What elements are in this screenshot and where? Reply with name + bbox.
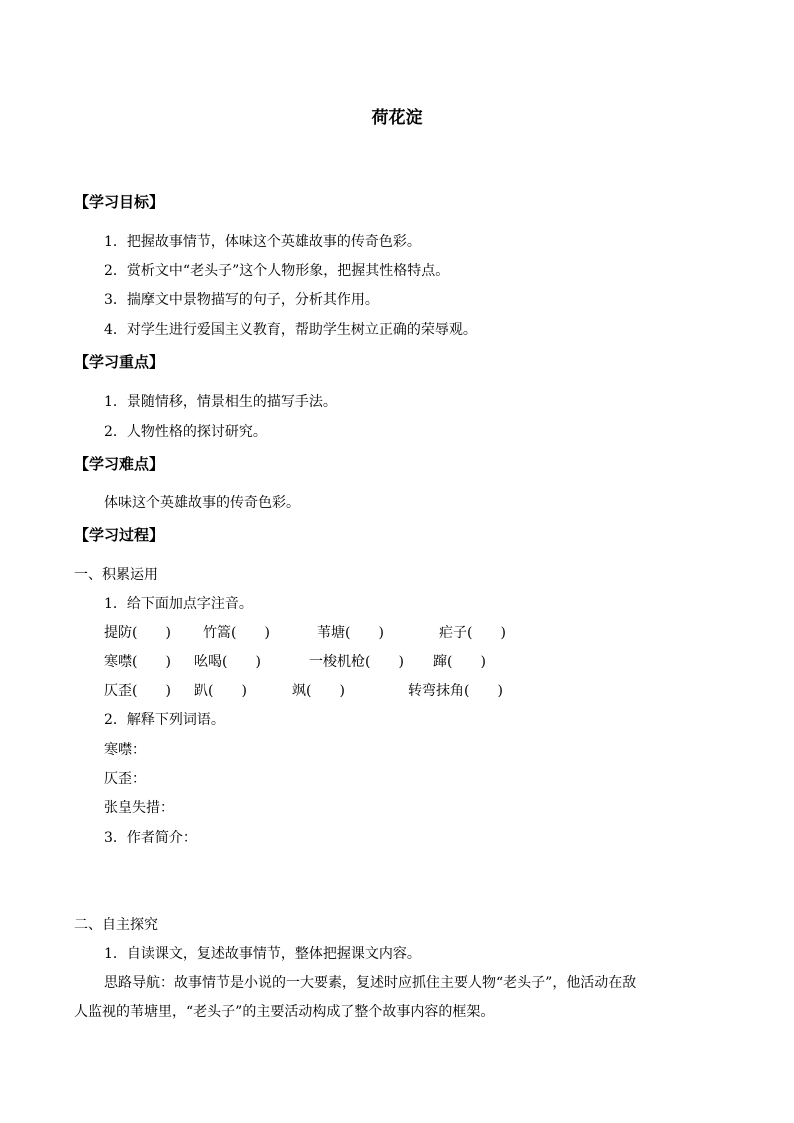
- goal-item-1: 1．把握故事情节，体味这个英雄故事的传奇色彩。: [104, 234, 421, 250]
- goal-item-3: 3．揣摩文中景物描写的句子，分析其作用。: [104, 292, 379, 308]
- pinyin-row-2: [104, 652, 564, 672]
- pinyin-cell: 转弯抹角( ): [408, 683, 503, 699]
- word-hanjin: 寒噤：: [104, 742, 146, 758]
- pinyin-cell: 疟子( ): [439, 625, 506, 641]
- pinyin-cell: 吆喝( ): [194, 654, 261, 670]
- part1-question-3: 3．作者简介：: [104, 830, 197, 846]
- goal-item-4: 4．对学生进行爱国主义教育，帮助学生树立正确的荣辱观。: [104, 322, 477, 338]
- pinyin-cell: 飒( ): [292, 683, 345, 699]
- guide-text-line-1: 思路导航：故事情节是小说的一大要素，复述时应抓住主要人物“老头子”，他活动在敌: [104, 975, 637, 991]
- heading-goals: 【学习目标】: [74, 193, 165, 211]
- pinyin-cell: 趴( ): [194, 683, 247, 699]
- heading-key-points: 【学习重点】: [74, 353, 165, 371]
- part1-question-1: 1．给下面加点字注音。: [104, 596, 253, 612]
- pinyin-cell: 仄歪( ): [104, 683, 171, 699]
- pinyin-cell: 竹篙( ): [203, 625, 270, 641]
- heading-process: 【学习过程】: [74, 526, 165, 544]
- pinyin-cell: 一梭机枪( ): [309, 654, 404, 670]
- pinyin-row-3: [104, 681, 564, 701]
- pinyin-cell: 提防( ): [104, 625, 171, 641]
- pinyin-row-1: [104, 623, 564, 643]
- key-point-item-2: 2．人物性格的探讨研究。: [104, 424, 267, 440]
- page-title: 荷花淀: [371, 108, 423, 128]
- guide-text-line-2: 人监视的苇塘里，“老头子”的主要活动构成了整个故事内容的框架。: [74, 1004, 495, 1020]
- word-zewai: 仄歪：: [104, 771, 146, 787]
- word-zhanghuang: 张皇失措：: [104, 800, 174, 816]
- heading-difficulties: 【学习难点】: [74, 455, 165, 473]
- part2-question-1: 1．自读课文，复述故事情节，整体把握课文内容。: [104, 946, 421, 962]
- difficulty-text: 体味这个英雄故事的传奇色彩。: [104, 495, 300, 511]
- key-point-item-1: 1．景随情移，情景相生的描写手法。: [104, 394, 337, 410]
- pinyin-cell: 寒噤( ): [104, 654, 171, 670]
- goal-item-2: 2．赏析文中“老头子”这个人物形象，把握其性格特点。: [104, 263, 450, 279]
- pinyin-cell: 蹿( ): [433, 654, 486, 670]
- part2-title: 二、自主探究: [74, 917, 158, 933]
- pinyin-cell: 苇塘( ): [317, 625, 384, 641]
- part1-title: 一、积累运用: [74, 567, 158, 583]
- part1-question-2: 2．解释下列词语。: [104, 712, 225, 728]
